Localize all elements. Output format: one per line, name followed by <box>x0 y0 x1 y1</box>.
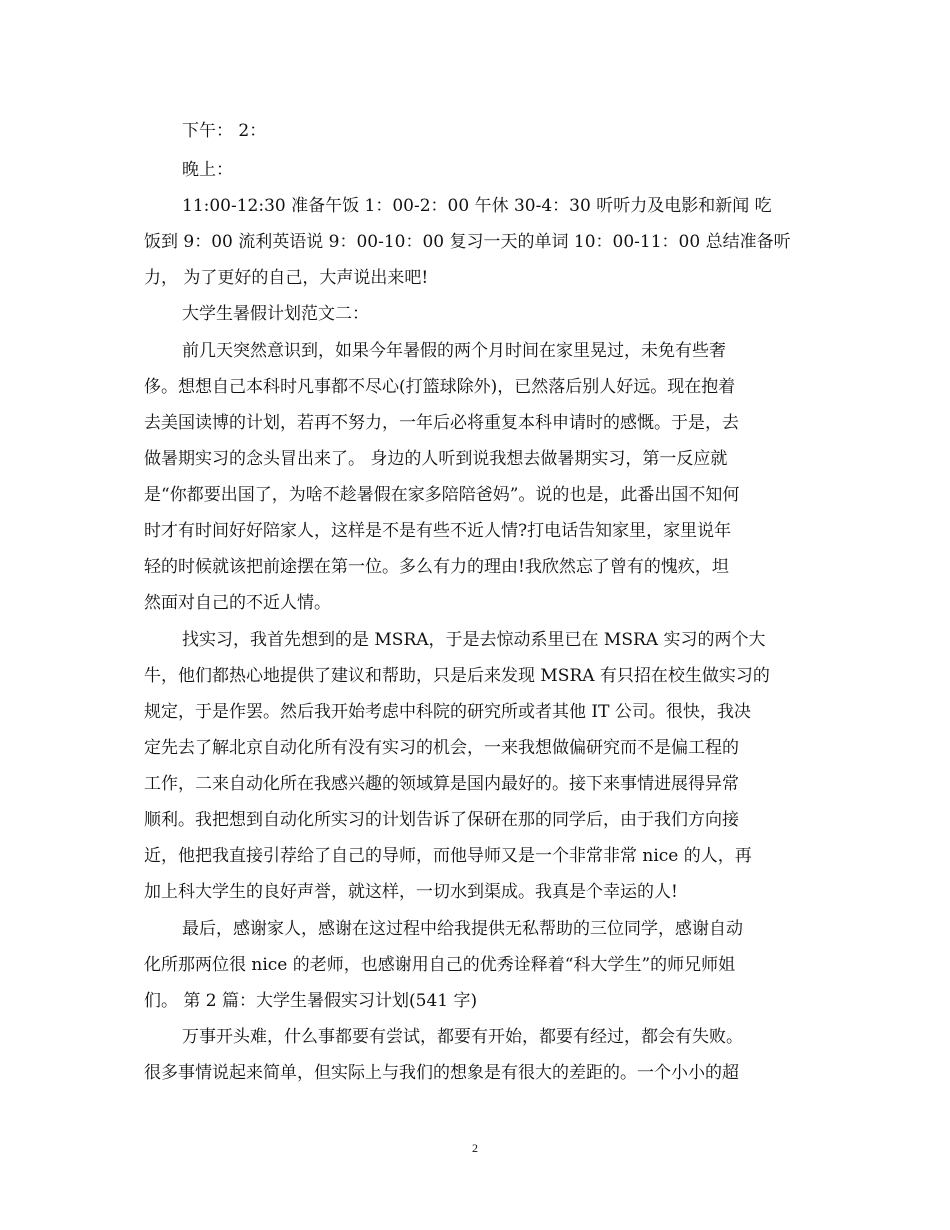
text-line: 找实习，我首先想到的是 MSRA，于是去惊动系里已在 MSRA 实习的两个大 <box>182 630 766 650</box>
text-line: 饭到 9：00 流利英语说 9：00-10：00 复习一天的单词 10：00-11：00 总结准备听 <box>144 232 791 252</box>
text-line: 11:00-12:30 准备午饭 1：00-2：00 午休 30-4：30 听听力及电影和新闻 吃 <box>182 196 772 216</box>
text-line: 化所那两位很 nice 的老师，也感谢用自己的优秀诠释着“科大学生”的师兄师姐 <box>144 955 736 975</box>
text-line: 前几天突然意识到，如果今年暑假的两个月时间在家里晃过，未免有些奢 <box>182 341 726 361</box>
text-line: 晚上： <box>182 160 233 180</box>
text-line: 做暑期实习的念头冒出来了。 身边的人听到说我想去做暑期实习，第一反应就 <box>144 449 728 469</box>
text-line: 规定，于是作罢。然后我开始考虑中科院的研究所或者其他 IT 公司。很快，我决 <box>144 702 751 722</box>
text-line: 去美国读博的计划，若再不努力，一年后必将重复本科申请时的感慨。于是，去 <box>144 413 739 433</box>
text-line: 万事开头难，什么事都要有尝试，都要有开始，都要有经过，都会有失败。 <box>182 1027 743 1047</box>
text-line: 顺利。我把想到自动化所实习的计划告诉了保研在那的同学后，由于我们方向接 <box>144 810 739 830</box>
text-line: 最后，感谢家人，感谢在这过程中给我提供无私帮助的三位同学，感谢自动 <box>182 919 743 939</box>
page-number: 2 <box>472 1141 478 1155</box>
text-line: 轻的时候就该把前途摆在第一位。多么有力的理由!我欣然忘了曾有的愧疚，坦 <box>144 557 729 577</box>
text-line: 牛，他们都热心地提供了建议和帮助，只是后来发现 MSRA 有只招在校生做实习的 <box>144 666 770 686</box>
text-line: 时才有时间好好陪家人，这样是不是有些不近人情?打电话告知家里，家里说年 <box>144 521 732 541</box>
text-line: 定先去了解北京自动化所有没有实习的机会，一来我想做偏研究而不是偏工程的 <box>144 738 739 758</box>
text-line: 工作，二来自动化所在我感兴趣的领域算是国内最好的。接下来事情进展得异常 <box>144 774 739 794</box>
text-line: 是“你都要出国了，为啥不趁暑假在家多陪陪爸妈”。说的也是，此番出国不知何 <box>144 485 740 505</box>
text-line: 们。 第 2 篇：大学生暑假实习计划(541 字) <box>144 991 478 1011</box>
text-line: 下午： 2： <box>182 121 267 141</box>
text-line: 近，他把我直接引荐给了自己的导师，而他导师又是一个非常非常 nice 的人，再 <box>144 846 752 866</box>
section-heading: 大学生暑假计划范文二： <box>182 304 369 324</box>
text-line: 很多事情说起来简单，但实际上与我们的想象是有很大的差距的。一个小小的超 <box>144 1063 739 1083</box>
text-line: 侈。想想自己本科时凡事都不尽心(打篮球除外)，已然落后别人好远。现在抱着 <box>144 377 736 397</box>
text-line: 然面对自己的不近人情。 <box>144 593 331 613</box>
text-line: 加上科大学生的良好声誉，就这样，一切水到渠成。我真是个幸运的人! <box>144 882 678 902</box>
text-line: 力， 为了更好的自己，大声说出来吧! <box>144 268 429 288</box>
